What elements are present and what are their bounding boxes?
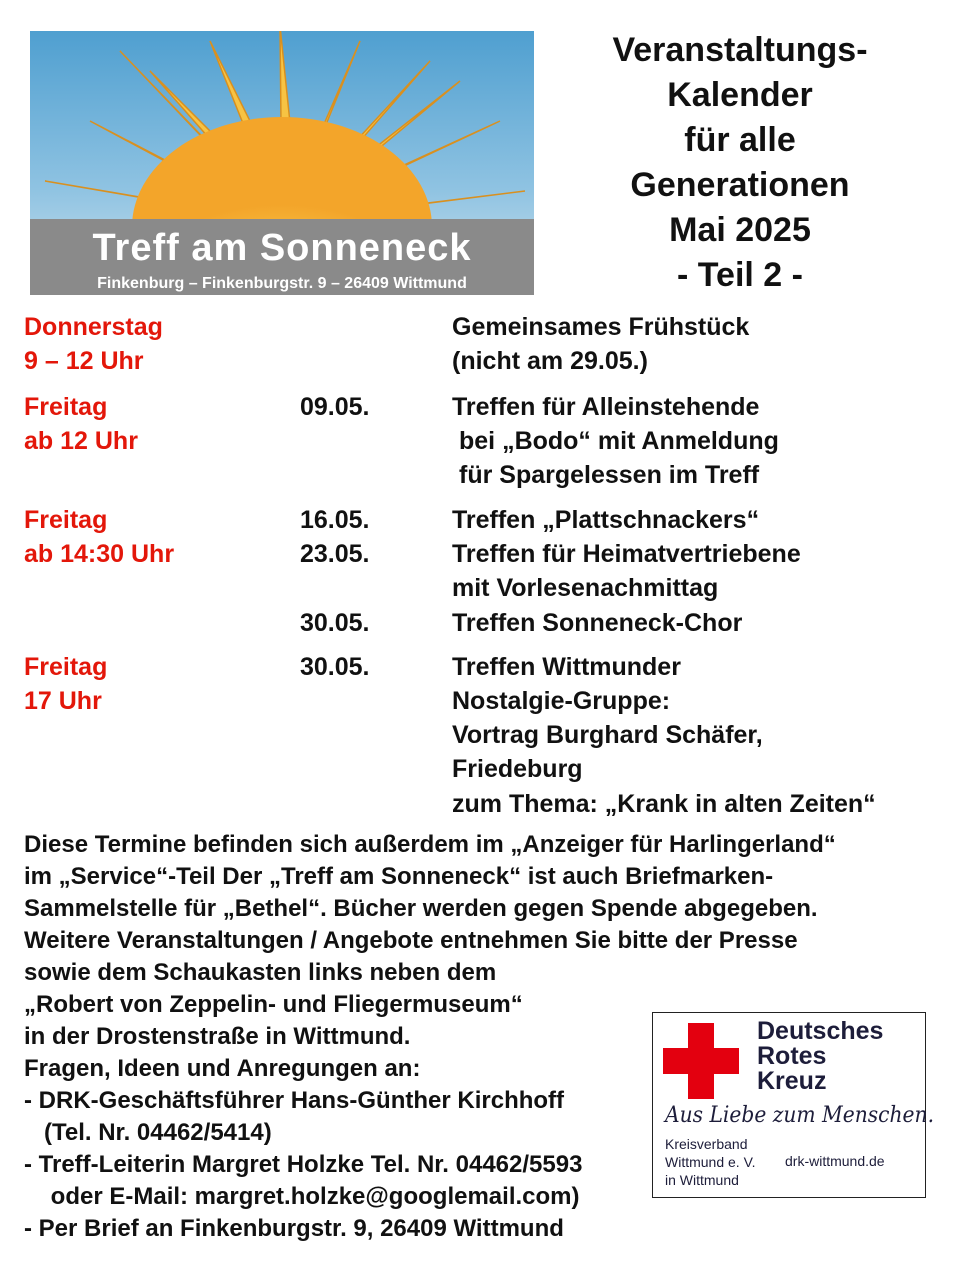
schedule-date: 09.05. [300, 393, 370, 421]
schedule-date: 16.05. [300, 506, 370, 534]
schedule-event: (nicht am 29.05.) [452, 347, 648, 375]
info-line: Fragen, Ideen und Anregungen an: [24, 1055, 421, 1082]
drk-name-line: Deutsches [757, 1017, 884, 1045]
info-line: - Treff-Leiterin Margret Holzke Tel. Nr. 04462/5593 [24, 1151, 583, 1178]
schedule-date: 23.05. [300, 540, 370, 568]
schedule-event: Vortrag Burghard Schäfer, [452, 721, 763, 749]
schedule-date: 30.05. [300, 609, 370, 637]
drk-website: drk-wittmund.de [785, 1153, 885, 1169]
schedule-event: Treffen für Heimatvertriebene [452, 540, 801, 568]
title-line: - Teil 2 - [677, 256, 803, 294]
schedule-event: bei „Bodo“ mit Anmeldung [459, 427, 779, 455]
schedule-time: ab 14:30 Uhr [24, 540, 175, 568]
info-line: - Per Brief an Finkenburgstr. 9, 26409 Wittmund [24, 1215, 564, 1242]
info-line: „Robert von Zeppelin- und Fliegermuseum“ [24, 991, 523, 1018]
schedule-event: zum Thema: „Krank in alten Zeiten“ [452, 790, 876, 818]
title-line: Mai 2025 [669, 211, 811, 249]
schedule-day: Freitag [24, 653, 108, 681]
drk-small-line: in Wittmund [665, 1172, 739, 1188]
drk-name-line: Kreuz [757, 1067, 827, 1095]
drk-association [665, 1135, 756, 1189]
schedule-event: Gemeinsames Frühstück [452, 313, 750, 341]
schedule-day: Freitag [24, 506, 108, 534]
page-title [560, 28, 920, 298]
schedule-event: Treffen für Alleinstehende [452, 393, 760, 421]
schedule-event: mit Vorlesenachmittag [452, 574, 719, 602]
schedule-event: Treffen „Plattschnackers“ [452, 506, 760, 534]
title-line: Generationen [630, 166, 850, 204]
schedule-date: 30.05. [300, 653, 370, 681]
schedule-event: Treffen Sonneneck-Chor [452, 609, 743, 637]
banner-image [30, 31, 534, 295]
info-line: oder E-Mail: margret.holzke@googlemail.com) [24, 1183, 580, 1210]
banner-address: Finkenburg – Finkenburgstr. 9 – 26409 Wittmund [97, 275, 467, 292]
info-line: Diese Termine befinden sich außerdem im „Anzeiger für Harlingerland“ [24, 831, 836, 858]
red-cross-icon [663, 1023, 739, 1099]
drk-name [757, 1019, 883, 1094]
drk-small-line: Kreisverband [665, 1136, 748, 1152]
info-line: (Tel. Nr. 04462/5414) [24, 1119, 272, 1146]
info-line: - DRK-Geschäftsführer Hans-Günther Kirchhoff [24, 1087, 565, 1114]
info-line: Sammelstelle für „Bethel“. Bücher werden gegen Spende abgegeben. [24, 895, 818, 922]
drk-small-line: Wittmund e. V. [665, 1154, 756, 1170]
title-line: Kalender [667, 76, 813, 114]
schedule-event: Treffen Wittmunder [452, 653, 681, 681]
schedule-day: Donnerstag [24, 313, 163, 341]
schedule-time: 9 – 12 Uhr [24, 347, 144, 375]
schedule-day: Freitag [24, 393, 108, 421]
info-line: sowie dem Schaukasten links neben dem [24, 959, 497, 986]
schedule-event: Friedeburg [452, 755, 583, 783]
drk-name-line: Rotes [757, 1042, 827, 1070]
schedule-event: für Spargelessen im Treff [459, 461, 760, 489]
schedule-event: Nostalgie-Gruppe: [452, 687, 671, 715]
info-line: im „Service“-Teil Der „Treff am Sonneneck“ ist auch Briefmarken- [24, 863, 774, 890]
banner-title: Treff am Sonneneck [92, 227, 472, 269]
info-line: in der Drostenstraße in Wittmund. [24, 1023, 411, 1050]
drk-logo [652, 1012, 935, 1198]
info-line: Weitere Veranstaltungen / Angebote entnehmen Sie bitte der Presse [24, 927, 798, 954]
schedule-time: 17 Uhr [24, 687, 102, 715]
drk-slogan: Aus Liebe zum Menschen. [665, 1103, 935, 1128]
title-line: Veranstaltungs- [612, 31, 868, 69]
schedule-time: ab 12 Uhr [24, 427, 138, 455]
title-line: für alle [684, 121, 796, 159]
